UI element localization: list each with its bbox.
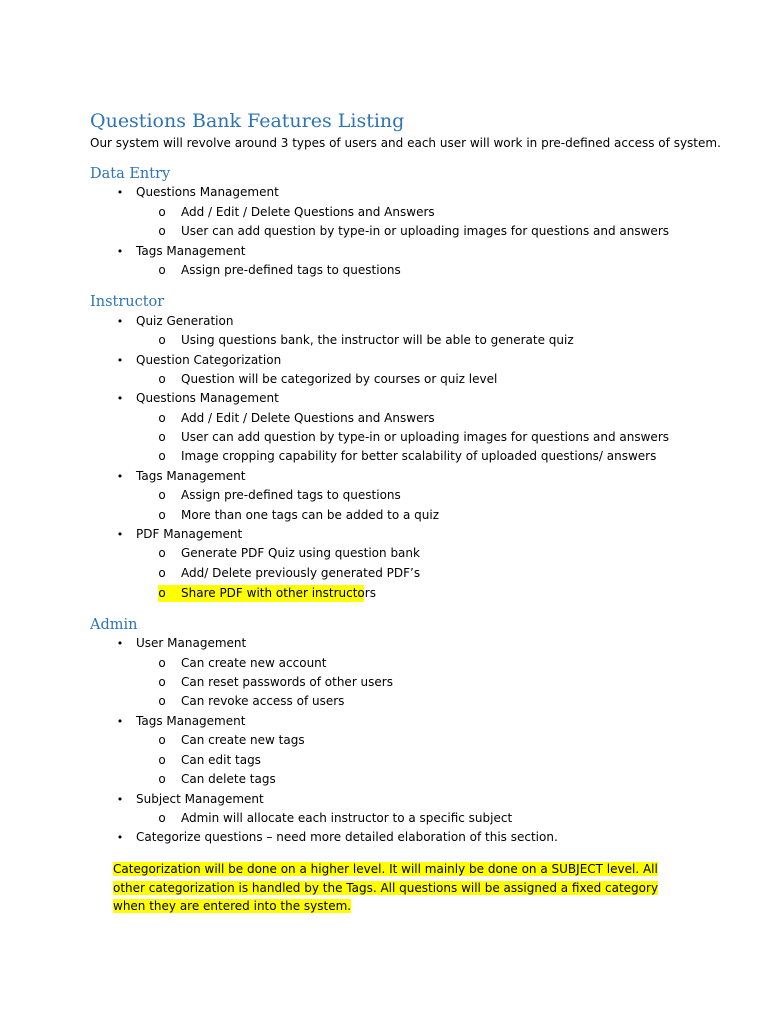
section-heading-data-entry: Data Entry — [90, 166, 171, 182]
note-text: Categorization will be done on a higher level. It will mainly be done on a SUBJECT level. All other categorization is handled by the Tags. All questions will be assigned a fixed category when they are entered into the system. — [113, 862, 659, 913]
bullet-icon: • — [116, 715, 124, 728]
bullet-icon: • — [116, 245, 124, 258]
list-item-label: Questions Management — [136, 391, 279, 405]
bullet-icon: • — [116, 354, 124, 367]
section-heading-admin: Admin — [90, 617, 138, 633]
list-item-label: Subject Management — [136, 792, 264, 806]
sub-list-item-label: User can add question by type-in or uploading images for questions and answers — [181, 224, 670, 238]
circle-bullet-icon: o — [158, 508, 166, 522]
circle-bullet-icon: o — [158, 566, 166, 580]
sub-list-item-label: Image cropping capability for better scalability of uploaded questions/ answers — [181, 449, 657, 463]
sub-list-item-label: Assign pre-defined tags to questions — [181, 488, 401, 502]
list-item-label: User Management — [136, 636, 247, 650]
sub-list-item-label: Using questions bank, the instructor will be able to generate quiz — [181, 333, 574, 347]
circle-bullet-icon: o — [158, 811, 166, 825]
circle-bullet-icon: o — [158, 733, 166, 747]
sub-list-item-label: Admin will allocate each instructor to a specific subject — [181, 811, 513, 825]
sub-list-item-label: Add/ Delete previously generated PDF’s — [181, 566, 421, 580]
sub-list-item-label: Can reset passwords of other users — [181, 675, 393, 689]
sub-list-item-label: Can create new account — [181, 656, 327, 670]
list-item-label: Tags Management — [136, 469, 246, 483]
sub-list-item-label: More than one tags can be added to a quiz — [181, 508, 440, 522]
circle-bullet-icon: o — [158, 753, 166, 767]
circle-bullet-icon: o — [158, 772, 166, 786]
circle-bullet-icon: o — [158, 586, 166, 600]
sub-list-item-label: Add / Edit / Delete Questions and Answers — [181, 411, 435, 425]
document-title: Questions Bank Features Listing — [90, 110, 405, 132]
circle-bullet-icon: o — [158, 333, 166, 347]
list-item-label: Question Categorization — [136, 353, 282, 367]
bullet-icon: • — [116, 392, 124, 405]
sub-list-item-label: Share PDF with other instructors — [181, 586, 376, 600]
list-item-label: PDF Management — [136, 527, 243, 541]
sub-list-item-label: Assign pre-defined tags to questions — [181, 263, 401, 277]
circle-bullet-icon: o — [158, 675, 166, 689]
sub-list-item-label: User can add question by type-in or uploading images for questions and answers — [181, 430, 670, 444]
bullet-icon: • — [116, 637, 124, 650]
circle-bullet-icon: o — [158, 488, 166, 502]
circle-bullet-icon: o — [158, 694, 166, 708]
sub-list-item-label: Question will be categorized by courses or quiz level — [181, 372, 498, 386]
sub-list-item-label: Can create new tags — [181, 733, 305, 747]
list-item-label: Tags Management — [136, 244, 246, 258]
list-item-label: Quiz Generation — [136, 314, 234, 328]
circle-bullet-icon: o — [158, 546, 166, 560]
bullet-icon: • — [116, 793, 124, 806]
circle-bullet-icon: o — [158, 656, 166, 670]
circle-bullet-icon: o — [158, 449, 166, 463]
bullet-icon: • — [116, 470, 124, 483]
bullet-icon: • — [116, 186, 124, 199]
list-item-label: Tags Management — [136, 714, 246, 728]
sub-list-item-label: Can edit tags — [181, 753, 261, 767]
circle-bullet-icon: o — [158, 224, 166, 238]
circle-bullet-icon: o — [158, 205, 166, 219]
sub-list-item-label: Can delete tags — [181, 772, 276, 786]
sub-list-item-label: Add / Edit / Delete Questions and Answers — [181, 205, 435, 219]
circle-bullet-icon: o — [158, 263, 166, 277]
section-heading-instructor: Instructor — [90, 294, 165, 310]
circle-bullet-icon: o — [158, 411, 166, 425]
sub-list-item-label: Can revoke access of users — [181, 694, 345, 708]
sub-list-item-label: Generate PDF Quiz using question bank — [181, 546, 420, 560]
bullet-icon: • — [116, 528, 124, 541]
bullet-icon: • — [116, 831, 124, 844]
circle-bullet-icon: o — [158, 372, 166, 386]
intro-paragraph: Our system will revolve around 3 types of users and each user will work in pre-defined access of system. — [90, 136, 721, 150]
circle-bullet-icon: o — [158, 430, 166, 444]
list-item-label: Categorize questions – need more detailed elaboration of this section. — [136, 830, 558, 844]
bullet-icon: • — [116, 315, 124, 328]
highlighted-note — [113, 860, 673, 916]
list-item-label: Questions Management — [136, 185, 279, 199]
